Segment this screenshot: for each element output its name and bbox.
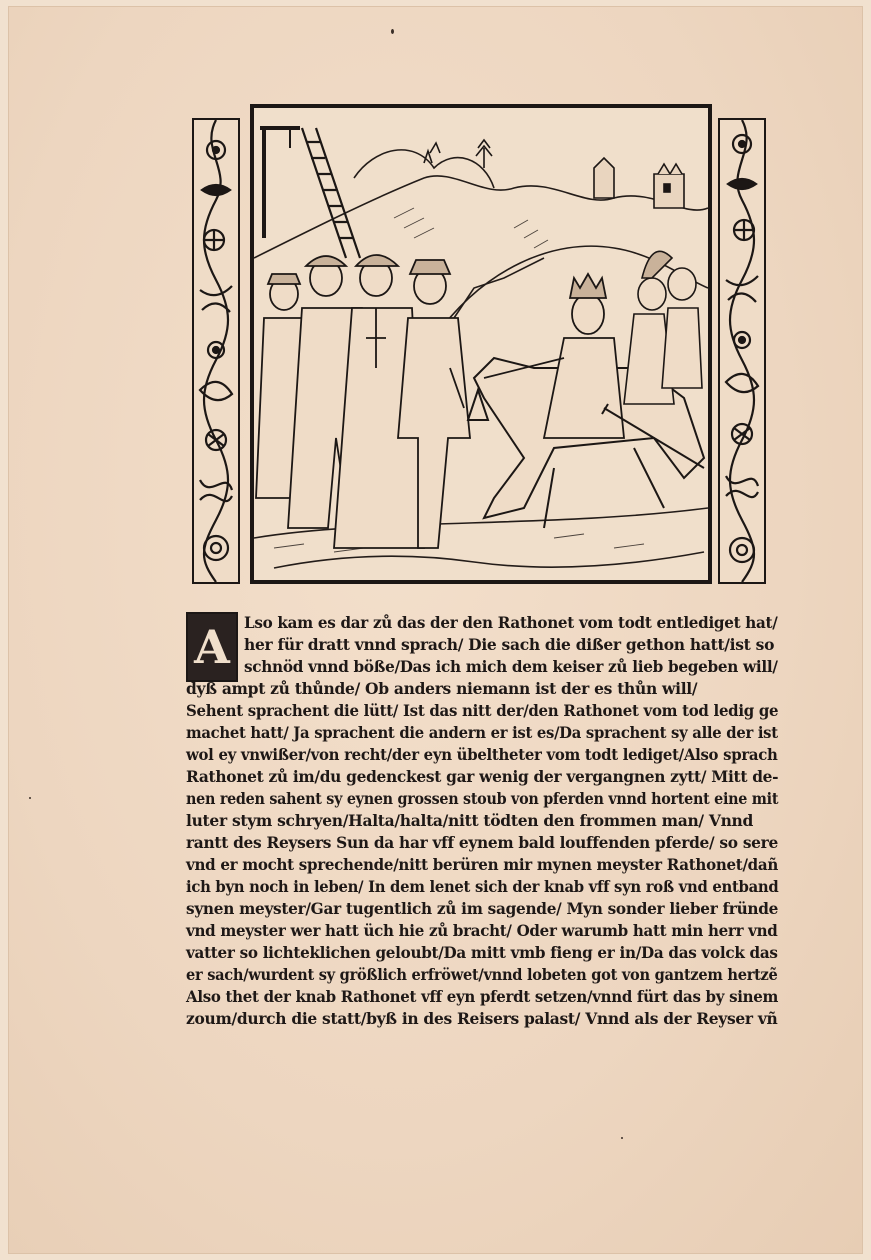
gallows-icon xyxy=(260,128,300,238)
right-vine-border xyxy=(718,118,766,584)
text-line: machet hatt/ Ja sprachent die andern er ist es/Da sprachent sy alle der ist xyxy=(186,723,778,742)
group-of-men-icon xyxy=(256,255,470,548)
text-line: her für dratt vnnd sprach/ Die sach die dißer gethon hatt/ist so xyxy=(244,635,775,654)
text-line: Also thet der knab Rathonet vff eyn pferdt setzen/vnnd fürt das by sinem xyxy=(186,987,779,1006)
text-line: zoum/durch die statt/byß in des Reisers palast/ Vnnd als der Reyser vñ xyxy=(186,1009,778,1028)
text-line: vatter so lichteklichen geloubt/Da mitt vmb fieng er in/Da das volck das xyxy=(186,943,778,962)
text-line: ich byn noch in leben/ In dem lenet sich der knab vff syn roß vnd entband xyxy=(186,877,779,896)
text-line: Sehent sprachent die lütt/ Ist das nitt der/den Rathonet vom tod ledig ge xyxy=(186,701,779,720)
text-line: dyß ampt zů thůnde/ Ob anders niemann ist der es thůn will/ xyxy=(186,679,698,698)
decorated-initial xyxy=(186,612,238,682)
text-line: nen reden sahent sy eynen grossen stoub von pferden vnnd hortent eine mit xyxy=(186,789,779,808)
text-line: vnd er mocht sprechende/nitt berüren mir mynen meyster Rathonet/dañ xyxy=(186,855,779,874)
woodcut-scene xyxy=(250,104,712,584)
text-line: synen meyster/Gar tugentlich zů im sagende/ Myn sonder lieber fründe xyxy=(186,899,779,918)
ink-speck xyxy=(621,1137,623,1139)
woodcut-illustration xyxy=(192,104,772,586)
left-vine-border xyxy=(192,118,240,584)
ink-speck xyxy=(391,29,394,34)
ladder-icon xyxy=(302,128,360,258)
text-line: schnöd vnnd böße/Das ich mich dem keiser zů lieb begeben will/ xyxy=(244,657,778,676)
vine-ornament-icon xyxy=(720,120,764,582)
text-line: er sach/wurdent sy größlich erfröwet/vnnd lobeten got von gantzem hertzẽ xyxy=(186,965,778,984)
text-line: luter stym schryen/Halta/halta/nitt tödten den frommen man/ Vnnd xyxy=(186,811,754,830)
text-line: rantt des Reysers Sun da har vff eynem bald louffenden pferde/ so sere xyxy=(186,833,778,852)
text-line: Lso kam es dar zů das der den Rathonet vom todt entlediget hat/ xyxy=(244,613,778,632)
text-line: vnd meyster wer hatt üch hie zů bracht/ Oder warumb hatt min herr vnd xyxy=(186,921,778,940)
text-line: Rathonet zů im/du gedenckest gar wenig der vergangnen zytt/ Mitt de- xyxy=(186,767,779,786)
castle-icon xyxy=(594,158,684,208)
ink-speck xyxy=(29,797,31,799)
vine-ornament-icon xyxy=(194,120,238,582)
text-line: wol ey vnwißer/von recht/der eyn übeltheter vom todt lediget/Also sprach xyxy=(186,745,778,764)
initial-letter: A xyxy=(194,620,230,674)
